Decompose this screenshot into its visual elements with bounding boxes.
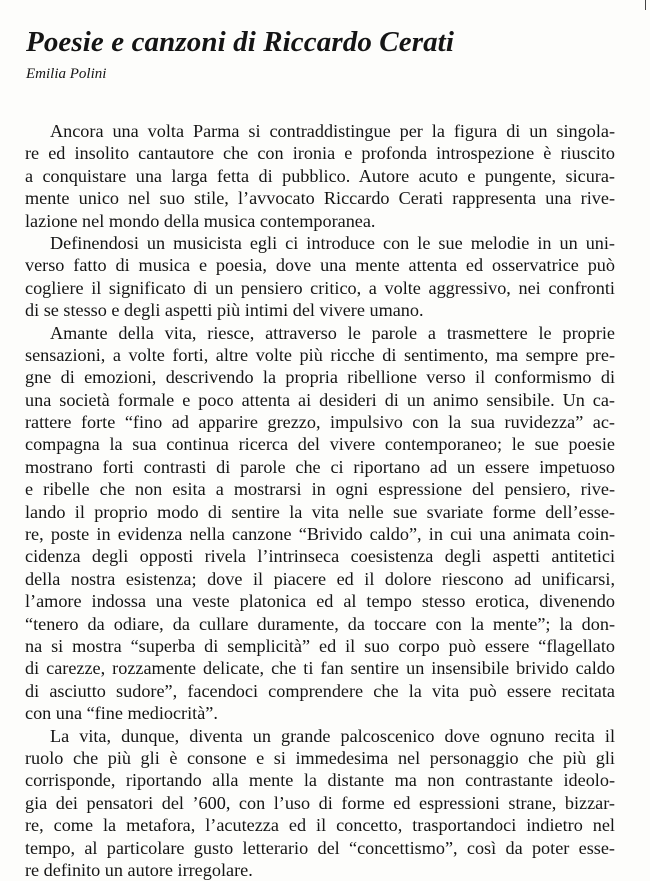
text-line: con una “fine mediocrità”.	[25, 703, 218, 724]
paragraph	[25, 322, 615, 725]
paragraph	[25, 725, 615, 881]
text-line: una società formale e poco attenta ai desideri di un animo sensibile. Un ca-	[25, 389, 615, 410]
article-title: Poesie e canzoni di Riccardo Cerati	[26, 26, 454, 58]
text-line: ruolo che più gli è consone e si immedesima nel personaggio che più gli	[25, 747, 615, 768]
text-line: l’amore indossa una veste platonica ed al tempo stesso erotica, divenendo	[25, 591, 615, 612]
text-line: gia dei pensatori del ’600, con l’uso di forme ed espressioni strane, bizzar-	[25, 792, 615, 813]
text-line: gne di emozioni, descrivendo la propria ribellione verso il conformismo di	[25, 367, 615, 388]
text-line: della nostra esistenza; dove il piacere ed il dolore riescono ad unificarsi,	[25, 568, 615, 589]
text-line: Definendosi un musicista egli ci introduce con le sue melodie in un uni-	[50, 232, 615, 253]
text-line: verso fatto di musica e poesia, dove una mente attenta ed osservatrice può	[25, 255, 615, 276]
article-body	[25, 120, 615, 881]
text-line: corrisponde, riportando alla mente la distante ma non contrastante ideolo-	[25, 770, 615, 791]
text-line: “tenero da odiare, da cullare duramente, da toccare con la mente”; la don-	[25, 613, 615, 634]
text-line: mente unico nel suo stile, l’avvocato Riccardo Cerati rappresenta una rive-	[25, 188, 615, 209]
text-line: compagna la sua continua ricerca del vivere contemporaneo; le sue poesie	[25, 434, 615, 455]
text-line: lazione nel mondo della musica contemporanea.	[25, 210, 376, 231]
text-line: sensazioni, a volte forti, altre volte più ricche di sentimento, ma sempre pre-	[25, 344, 615, 365]
text-line: Amante della vita, riesce, attraverso le parole a trasmettere le proprie	[50, 322, 615, 343]
article-author: Emilia Polini	[26, 66, 107, 82]
text-line: mostrano forti contrasti di parole che ci riportano ad un essere impetuoso	[25, 456, 615, 477]
text-line: re, come la metafora, l’acutezza ed il concetto, trasportandoci indietro nel	[25, 815, 615, 836]
text-line: re ed insolito cantautore che con ironia e profonda introspezione è riuscito	[25, 143, 615, 164]
paragraph	[25, 232, 615, 322]
text-line: e ribelle che non esita a mostrarsi in ogni espressione del pensiero, rive-	[25, 479, 615, 500]
text-line: cidenza degli opposti rivela l’intrinseca coesistenza degli aspetti antitetici	[25, 546, 615, 567]
page-edge-mark	[645, 0, 646, 10]
text-line: a conquistare una larga fetta di pubblico. Autore acuto e pungente, sicura-	[25, 165, 615, 186]
text-line: re, poste in evidenza nella canzone “Brivido caldo”, in cui una animata coin-	[25, 524, 615, 545]
text-line: La vita, dunque, diventa un grande palcoscenico dove ognuno recita il	[50, 725, 615, 746]
paragraph	[25, 120, 615, 232]
text-line: cogliere il significato di un pensiero critico, a volte aggressivo, nei confronti	[25, 277, 615, 298]
text-line: tempo, al particolare gusto letterario del “concettismo”, così da poter esse-	[25, 837, 615, 858]
text-line: di se stesso e degli aspetti più intimi del vivere umano.	[25, 300, 424, 321]
text-line: Ancora una volta Parma si contraddistingue per la figura di un singola-	[50, 121, 615, 141]
text-line: di carezze, rozzamente delicate, che ti fan sentire un insensibile brivido caldo	[25, 658, 615, 679]
text-line: re definito un autore irregolare.	[25, 859, 253, 880]
text-line: rattere forte “fino ad apparire grezzo, impulsivo con la sua ruvidezza” ac-	[25, 412, 615, 433]
text-line: di asciutto sudore”, facendoci comprendere che la vita può essere recitata	[25, 680, 615, 701]
text-line: na si mostra “superba di semplicità” ed il suo corpo può essere “flagellato	[25, 635, 615, 656]
text-line: lando il proprio modo di sentire la vita nelle sue svariate forme dell’esse-	[25, 501, 615, 522]
